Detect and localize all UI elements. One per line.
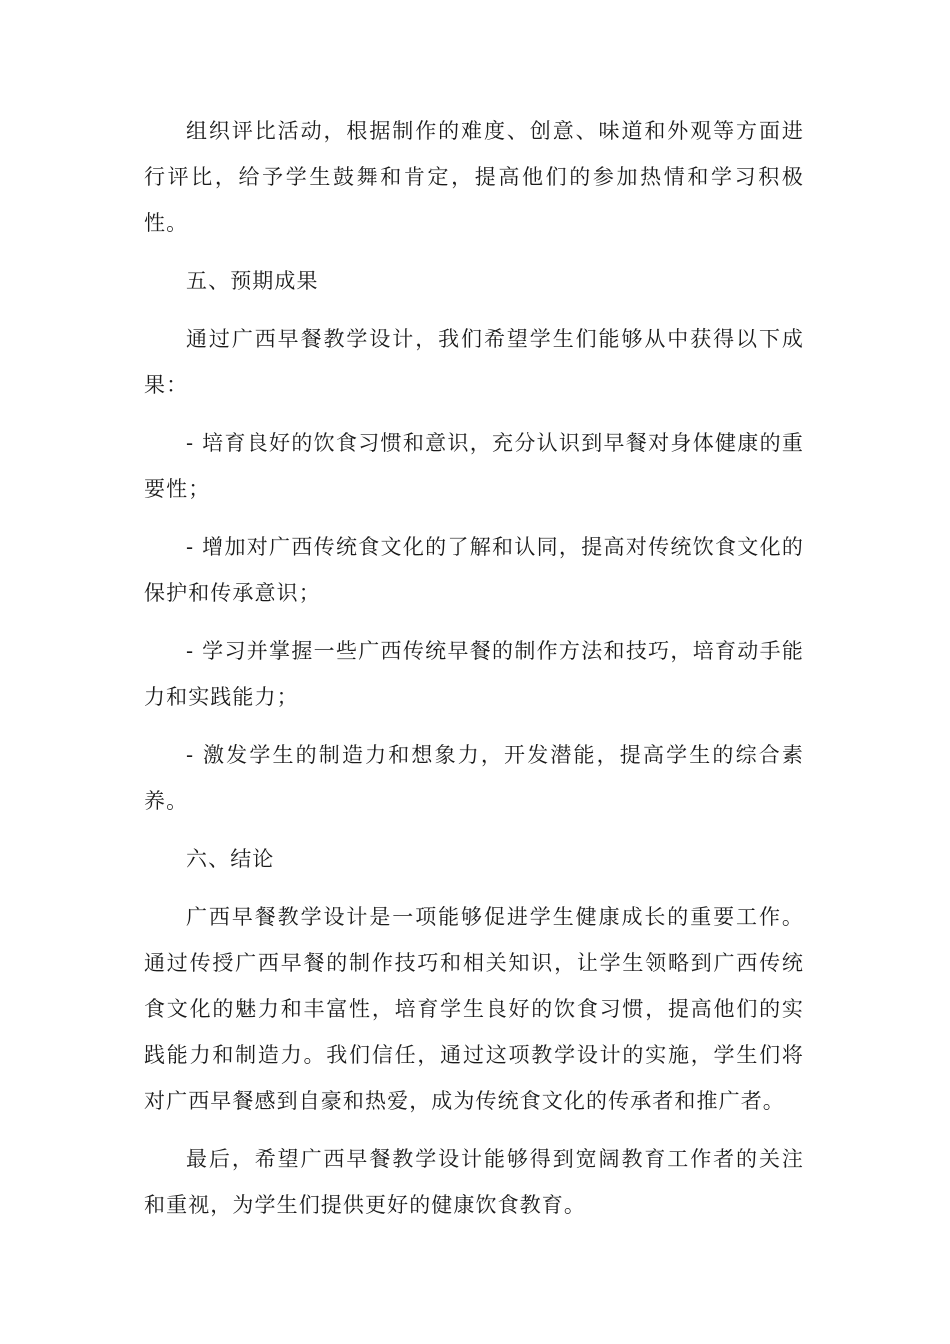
paragraph-evaluation-activity: 组织评比活动，根据制作的难度、创意、味道和外观等方面进行评比，给予学生鼓舞和肯定，提高他们的参加热情和学习积极性。 bbox=[144, 119, 804, 235]
list-item-food-culture: - 增加对广西传统食文化的了解和认同，提高对传统饮食文化的保护和传承意识； bbox=[144, 535, 804, 605]
paragraph-conclusion: 广西早餐教学设计是一项能够促进学生健康成长的重要工作。通过传授广西早餐的制作技巧和相关知识，让学生领略到广西传统食文化的魅力和丰富性，培育学生良好的饮食习惯，提高他们的实践能力和制造力。我们信任，通过这项教学设计的实施，学生们将对广西早餐感到自豪和热爱，成为传统食文化的传承者和推广者。 bbox=[144, 905, 804, 1113]
list-item-creativity: - 激发学生的制造力和想象力，开发潜能，提高学生的综合素养。 bbox=[144, 743, 804, 813]
section-heading-expected-results: 五、预期成果 bbox=[186, 269, 319, 293]
paragraph-closing: 最后，希望广西早餐教学设计能够得到宽阔教育工作者的关注和重视，为学生们提供更好的健康饮食教育。 bbox=[144, 1147, 804, 1217]
list-item-cooking-skills: - 学习并掌握一些广西传统早餐的制作方法和技巧，培育动手能力和实践能力； bbox=[144, 639, 804, 709]
section-heading-conclusion: 六、结论 bbox=[186, 847, 275, 871]
paragraph-results-intro: 通过广西早餐教学设计，我们希望学生们能够从中获得以下成果： bbox=[144, 327, 804, 397]
list-item-eating-habits: - 培育良好的饮食习惯和意识，充分认识到早餐对身体健康的重要性； bbox=[144, 431, 804, 501]
document-body bbox=[144, 108, 804, 1240]
